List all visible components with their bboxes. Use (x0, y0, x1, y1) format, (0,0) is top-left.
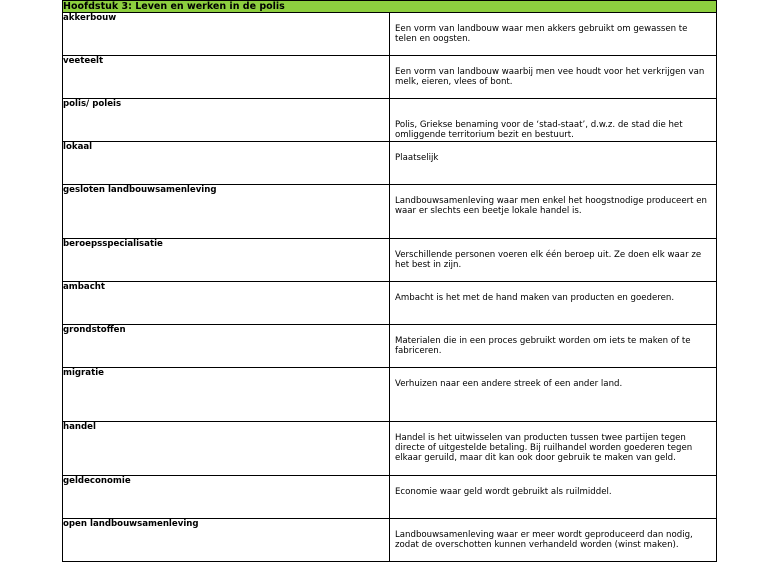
glossary-table (62, 0, 717, 562)
definition-text: Landbouwsamenleving waar er meer wordt geproduceerd dan nodig, zodat de overschotten kunnen verhandeld worden (winst maken). (395, 530, 693, 550)
definition-text: Landbouwsamenleving waar men enkel het hoogstnodige produceert en waar er slechts een beetje lokale handel is. (395, 196, 707, 216)
table-row (63, 422, 717, 476)
definition-text: Verschillende personen voeren elk één beroep uit. Ze doen elk waar ze het best in zijn. (395, 250, 702, 270)
table-row (63, 142, 717, 185)
document-page (62, 0, 717, 562)
term-cell: beroepsspecialisatie (63, 239, 390, 282)
definition-cell (390, 325, 717, 368)
definition-cell (390, 13, 717, 56)
table-row (63, 185, 717, 239)
definition-cell (390, 422, 717, 476)
definition-text: Een vorm van landbouw waarbij men vee houdt voor het verkrijgen van melk, eieren, vlees of bont. (395, 67, 705, 87)
table-row (63, 282, 717, 325)
term-cell: migratie (63, 368, 390, 422)
term-cell: grondstoffen (63, 325, 390, 368)
term-cell: veeteelt (63, 56, 390, 99)
table-row (63, 476, 717, 519)
definition-cell (390, 185, 717, 239)
definition-cell (390, 368, 717, 422)
definition-cell (390, 239, 717, 282)
term-cell: akkerbouw (63, 13, 390, 56)
term-cell: lokaal (63, 142, 390, 185)
term-cell: polis/ poleis (63, 99, 390, 142)
definition-text: Verhuizen naar een andere streek of een ander land. (395, 379, 623, 389)
definition-cell (390, 99, 717, 142)
table-row (63, 519, 717, 562)
term-cell: handel (63, 422, 390, 476)
table-row (63, 368, 717, 422)
definition-cell (390, 476, 717, 519)
term-cell: ambacht (63, 282, 390, 325)
definition-text: Polis, Griekse benaming voor de ‘stad-staat’, d.w.z. de stad die het omliggende territorium bezit en bestuurt. (395, 120, 683, 140)
table-row (63, 99, 717, 142)
definition-cell (390, 56, 717, 99)
definition-text: Handel is het uitwisselen van producten tussen twee partijen tegen directe of uitgestelde betaling. Bij ruilhandel worden goederen tegen elkaar geruild, maar dit kan ook door gebruik te maken van geld. (395, 433, 693, 463)
definition-text: Ambacht is het met de hand maken van producten en goederen. (395, 293, 675, 303)
definition-text: Plaatselijk (395, 153, 439, 163)
chapter-title: Hoofdstuk 3: Leven en werken in de polis (63, 1, 717, 13)
term-cell: gesloten landbouwsamenleving (63, 185, 390, 239)
table-header-row (63, 1, 717, 13)
table-row (63, 56, 717, 99)
term-cell: open landbouwsamenleving (63, 519, 390, 562)
definition-cell (390, 282, 717, 325)
definition-text: Materialen die in een proces gebruikt worden om iets te maken of te fabriceren. (395, 336, 691, 356)
definition-cell (390, 519, 717, 562)
definition-cell (390, 142, 717, 185)
definition-text: Een vorm van landbouw waar men akkers gebruikt om gewassen te telen en oogsten. (395, 24, 688, 44)
table-row (63, 325, 717, 368)
definition-text: Economie waar geld wordt gebruikt als ruilmiddel. (395, 487, 612, 497)
table-row (63, 239, 717, 282)
term-cell: geldeconomie (63, 476, 390, 519)
table-row (63, 13, 717, 56)
